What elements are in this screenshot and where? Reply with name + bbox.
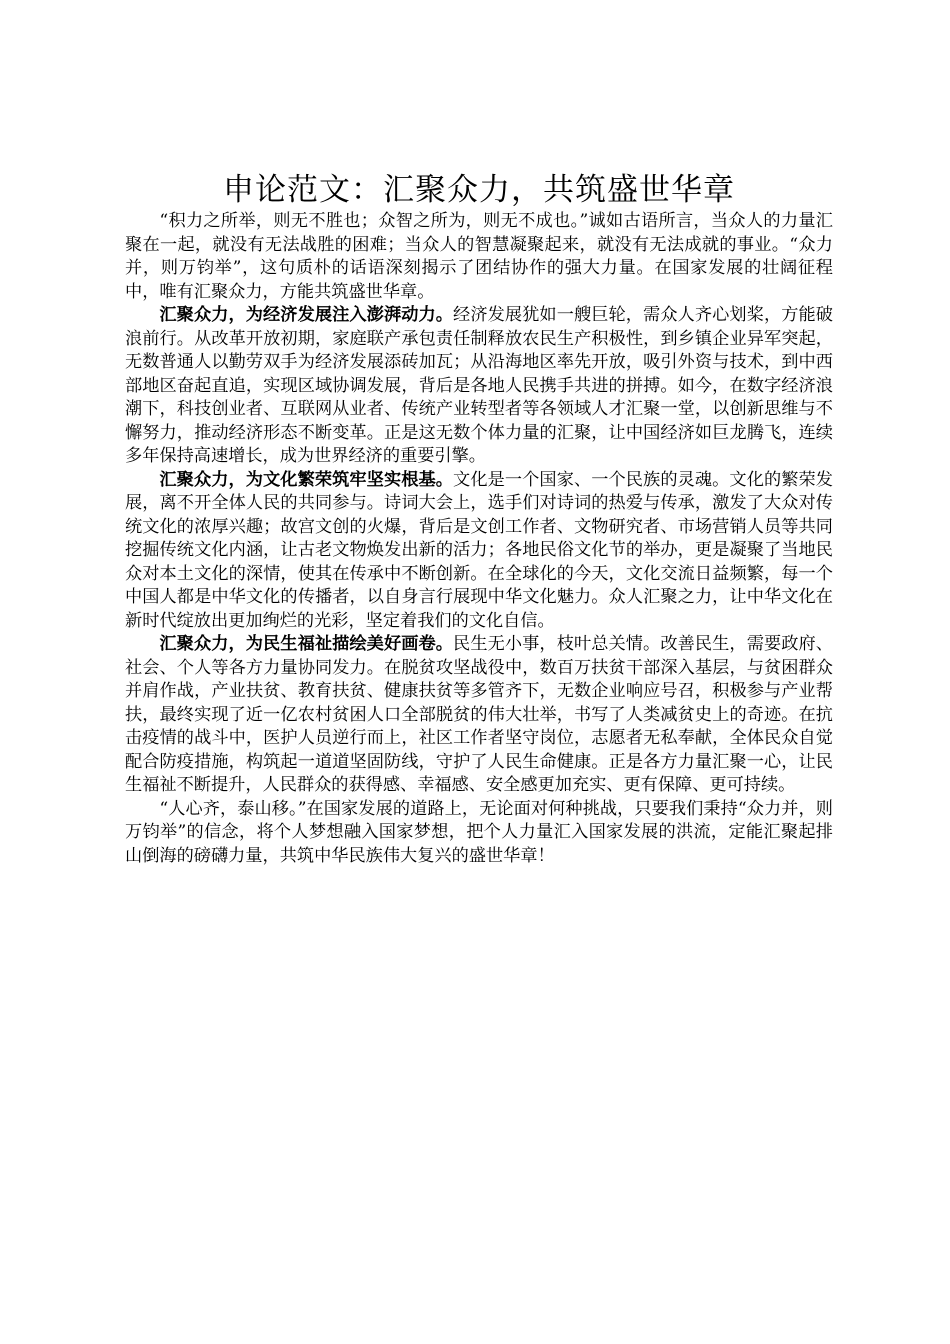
paragraph-heading: 汇聚众力，为经济发展注入澎湃动力。 <box>159 305 454 325</box>
paragraph-heading: 汇聚众力，为民生福祉描绘美好画卷。 <box>159 634 454 654</box>
paragraph-text: 民生无小事，枝叶总关情。改善民生，需要政府、社会、个人等各方力量协同发力。在脱贫攻坚战役中，数百万扶贫干部深入基层，与贫困群众并肩作战，产业扶贫、教育扶贫、健康扶贫等多管齐下，无数企业响应号召，积极参与产业帮扶，最终实现了近一亿农村贫困人口全部脱贫的伟大壮举，书写了人类减贫史上的奇迹。在抗击疫情的战斗中，医护人员逆行而上，社区工作者坚守岗位，志愿者无私奉献，全体民众自觉配合防疫措施，构筑起一道道坚固防线，守护了人民生命健康。正是各方力量汇聚一心，让民生福祉不断提升，人民群众的获得感、幸福感、安全感更加充实、更有保障、更可持续。 <box>125 634 833 795</box>
paragraph-culture <box>125 469 833 634</box>
paragraph-heading: 汇聚众力，为文化繁荣筑牢坚实根基。 <box>159 469 454 490</box>
paragraph-text: “人心齐，泰山移。”在国家发展的道路上，无论面对何种挑战，只要我们秉持“众力并，则万钧举”的信念，将个人梦想融入国家梦想，把个人力量汇入国家发展的洪流，定能汇聚起排山倒海的磅礴力量，共筑中华民族伟大复兴的盛世华章！ <box>125 798 833 866</box>
document-title: 申论范文：汇聚众力，共筑盛世华章 <box>223 172 735 208</box>
paragraph-text: 经济发展犹如一艘巨轮，需众人齐心划桨，方能破浪前行。从改革开放初期，家庭联产承包责任制释放农民生产积极性，到乡镇企业异军突起，无数普通人以勤劳双手为经济发展添砖加瓦；从沿海地区率先开放，吸引外资与技术，到中西部地区奋起直追，实现区域协调发展，背后是各地人民携手共进的拼搏。如今，在数字经济浪潮下，科技创业者、互联网从业者、传统产业转型者等各领域人才汇聚一堂，以创新思维与不懈努力，推动经济形态不断变革。正是这无数个体力量的汇聚，让中国经济如巨龙腾飞，连续多年保持高速增长，成为世界经济的重要引擎。 <box>125 305 833 466</box>
paragraph-conclusion <box>125 798 833 869</box>
paragraph-intro <box>125 210 833 304</box>
document-page <box>125 170 833 868</box>
paragraph-text: “积力之所举，则无不胜也；众智之所为，则无不成也。”诚如古语所言，当众人的力量汇聚在一起，就没有无法战胜的困难；当众人的智慧凝聚起来，就没有无法成就的事业。“众力并，则万钧举”，这句质朴的话语深刻揭示了团结协作的强大力量。在国家发展的壮阔征程中，唯有汇聚众力，方能共筑盛世华章。 <box>125 211 833 302</box>
paragraph-economy <box>125 304 833 469</box>
paragraph-livelihood <box>125 633 833 798</box>
paragraph-text: 文化是一个国家、一个民族的灵魂。文化的繁荣发展，离不开全体人民的共同参与。诗词大会上，选手们对诗词的热爱与传承，激发了大众对传统文化的浓厚兴趣；故宫文创的火爆，背后是文创工作者、文物研究者、市场营销人员等共同挖掘传统文化内涵，让古老文物焕发出新的活力；各地民俗文化节的举办，更是凝聚了当地民众对本土文化的深情，使其在传承中不断创新。在全球化的今天，文化交流日益频繁，每一个中国人都是中华文化的传播者，以自身言行展现中华文化魅力。众人汇聚之力，让中华文化在新时代绽放出更加绚烂的光彩，坚定着我们的文化自信。 <box>125 469 833 631</box>
